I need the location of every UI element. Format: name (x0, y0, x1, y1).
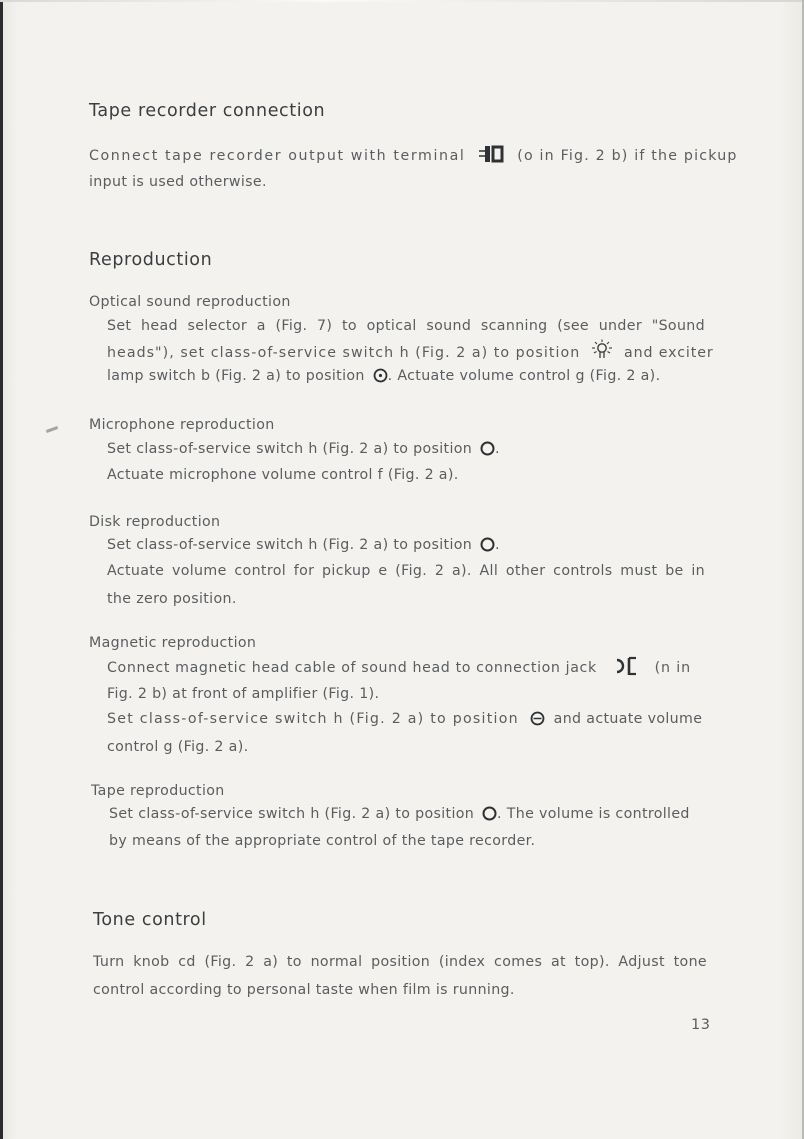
subheading-magnetic-reproduction: Magnetic reproduction (89, 635, 257, 651)
magnetic-line-3-text-b: and actuate volume (553, 711, 703, 727)
optical-line-3-text-b: . Actuate volume control g (Fig. 2 a). (387, 368, 661, 384)
page-number: 13 (691, 1017, 711, 1033)
print-speck (46, 426, 58, 433)
tone-line-1: Turn knob cd (Fig. 2 a) to normal position (index comes at top). Adjust tone (93, 954, 707, 970)
tape-line-1 (109, 806, 707, 822)
circle-icon (480, 441, 495, 456)
magnetic-jack-icon (614, 656, 638, 676)
disk-line-1-text-b: . (495, 537, 500, 553)
microphone-line-1-text-b: . (495, 441, 500, 457)
magnetic-line-4: control g (Fig. 2 a). (107, 739, 249, 755)
tape-recorder-text-a: Connect tape recorder output with terminal (89, 148, 466, 164)
magnetic-line-3-text-a: Set class-of-service switch h (Fig. 2 a) to position (107, 711, 519, 727)
tone-line-2: control according to personal taste when film is running. (93, 982, 515, 998)
heading-tone-control: Tone control (93, 910, 207, 930)
tape-line-1-text-b: . The volume is controlled (497, 806, 690, 822)
microphone-line-1 (107, 441, 500, 457)
subheading-disk-reproduction: Disk reproduction (89, 514, 221, 530)
optical-line-3-text-a: lamp switch b (Fig. 2 a) to position (107, 368, 365, 384)
dot-circle-icon (373, 368, 388, 383)
subheading-tape-reproduction: Tape reproduction (91, 783, 225, 799)
magnetic-line-1 (107, 658, 705, 678)
optical-line-1: Set head selector a (Fig. 7) to optical sound scanning (see under "Sound (107, 318, 705, 334)
disk-line-2: Actuate volume control for pickup e (Fig. 2 a). All other controls must be in (107, 563, 705, 579)
microphone-line-1-text-a: Set class-of-service switch h (Fig. 2 a) to position (107, 441, 473, 457)
circle-icon (482, 806, 497, 821)
tape-recorder-text-b: (o in Fig. 2 b) if the pickup (517, 148, 738, 164)
disk-line-3: the zero position. (107, 591, 237, 607)
magnetic-position-icon (530, 711, 545, 726)
heading-reproduction: Reproduction (89, 250, 213, 270)
tape-recorder-line-2: input is used otherwise. (89, 174, 267, 190)
exciter-lamp-icon (591, 339, 613, 361)
magnetic-line-2: Fig. 2 b) at front of amplifier (Fig. 1). (107, 686, 380, 702)
tape-terminal-icon (478, 144, 504, 164)
circle-icon (480, 537, 495, 552)
optical-line-2 (107, 342, 714, 364)
magnetic-line-1-text-b: (n in (654, 660, 692, 676)
page-edge-left (0, 0, 3, 1139)
page-edge-top (0, 0, 804, 2)
optical-line-2-text-a: heads"), set class-of-service switch h (Fig. 2 a) to position (107, 345, 581, 361)
tape-recorder-line-1 (89, 146, 738, 166)
subheading-optical-sound-reproduction: Optical sound reproduction (89, 294, 291, 310)
microphone-line-2: Actuate microphone volume control f (Fig. 2 a). (107, 467, 459, 483)
optical-line-2-text-b: and exciter (624, 345, 714, 361)
magnetic-line-1-text-a: Connect magnetic head cable of sound head to connection jack (107, 660, 597, 676)
tape-line-2: by means of the appropriate control of the tape recorder. (109, 833, 536, 849)
subheading-microphone-reproduction: Microphone reproduction (89, 417, 275, 433)
disk-line-1-text-a: Set class-of-service switch h (Fig. 2 a) to position (107, 537, 473, 553)
optical-line-3 (107, 368, 660, 384)
tape-line-1-text-a: Set class-of-service switch h (Fig. 2 a) to position (109, 806, 475, 822)
disk-line-1 (107, 537, 500, 553)
magnetic-line-3 (107, 711, 705, 727)
heading-tape-recorder-connection: Tape recorder connection (89, 101, 326, 121)
